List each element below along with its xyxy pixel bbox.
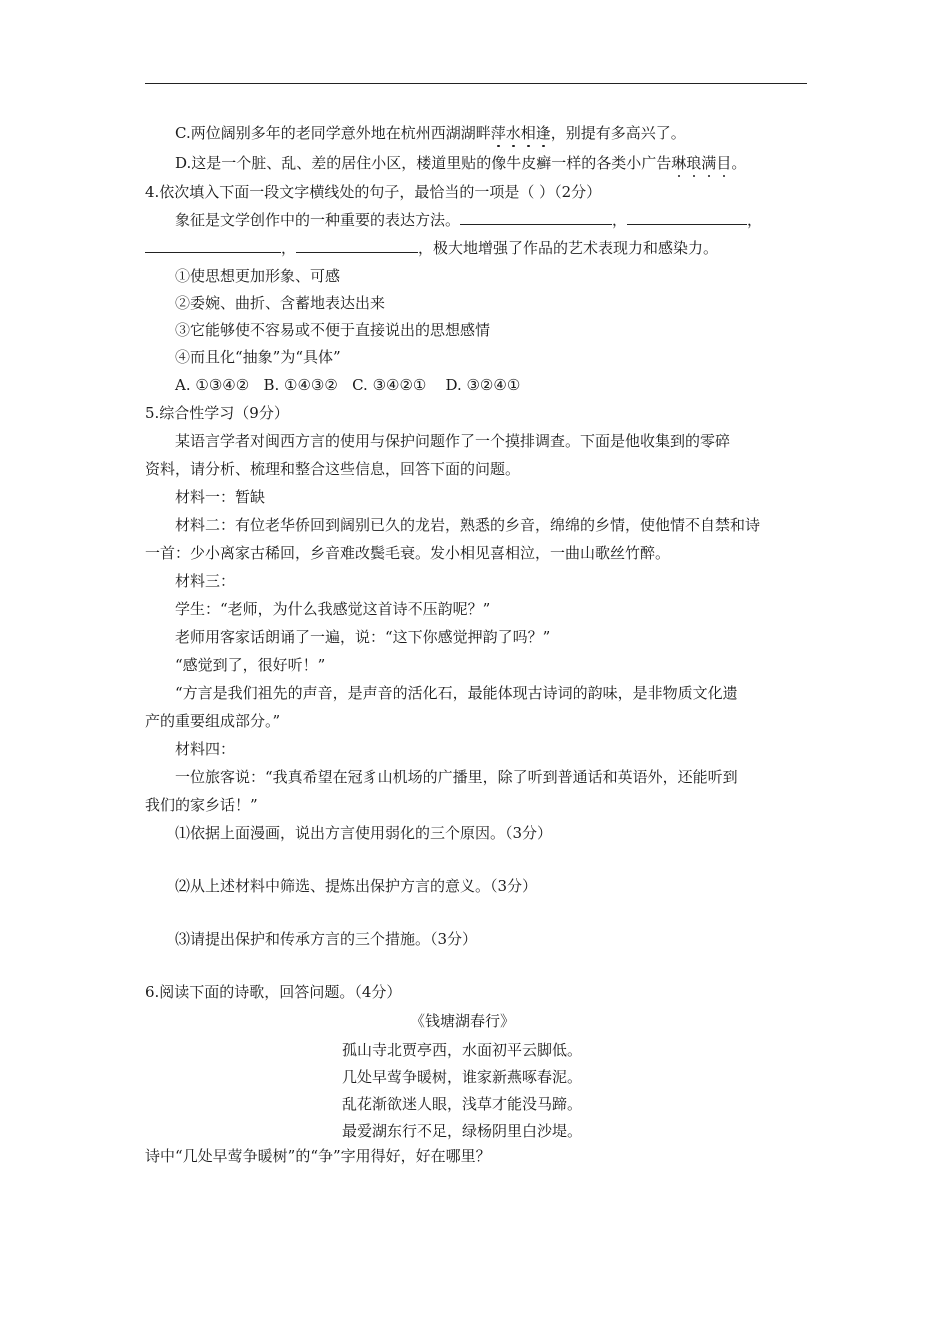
q3-option-c: C.两位阔别多年的老同学意外地在杭州西湖湖畔萍水相逢，别提有多高兴了。 [175, 124, 686, 142]
q5-material-3-line: 学生：“老师，为什么我感觉这首诗不压韵呢？” [175, 600, 491, 618]
q5-subquestion-1: ⑴依据上面漫画，说出方言使用弱化的三个原因。（3分） [175, 824, 553, 842]
q5-intro-line2: 资料，请分析、梳理和整合这些信息，回答下面的问题。 [145, 460, 521, 478]
header-rule [145, 83, 807, 84]
q5-subquestion-3: ⑶请提出保护和传承方言的三个措施。（3分） [175, 930, 478, 948]
q4-blank-3[interactable] [145, 238, 281, 253]
q5-subquestion-2: ⑵从上述材料中筛选、提炼出保护方言的意义。（3分） [175, 877, 538, 895]
q4-item: ②委婉、曲折、含蓄地表达出来 [175, 294, 386, 312]
poem-line: 孤山寺北贾亭西，水面初平云脚低。 [342, 1041, 583, 1059]
q5-material-2-line1: 材料二：有位老华侨回到阔别已久的龙岩，熟悉的乡音，绵绵的乡情，使他情不自禁和诗 [175, 516, 761, 534]
q3-option-d: D.这是一个脏、乱、差的居住小区，楼道里贴的像牛皮癣一样的各类小广告琳琅满目。 [175, 154, 747, 172]
q5-material-3-line: 老师用客家话朗诵了一遍，说：“这下你感觉押韵了吗？” [175, 628, 551, 646]
q4-blank-4[interactable] [296, 238, 418, 253]
q5-intro-line1: 某语言学者对闽西方言的使用与保护问题作了一个摸排调查。下面是他收集到的零碎 [175, 432, 731, 450]
q5-material-3-quote-line1: “方言是我们祖先的声音，是声音的活化石，最能体现古诗词的韵味，是非物质文化遗 [175, 684, 738, 702]
poem-line: 最爱湖东行不足，绿杨阴里白沙堤。 [342, 1122, 583, 1140]
q5-material-1: 材料一：暂缺 [175, 488, 266, 506]
q4-item: ④而且化“抽象”为“具体” [175, 348, 341, 366]
q5-material-2-line2: 一首：少小离家古稀回，乡音难改鬓毛衰。发小相见喜相泣，一曲山歌丝竹醉。 [145, 544, 671, 562]
q4-stem: 4.依次填入下面一段文字横线处的句子，最恰当的一项是（ ）（2分） [145, 183, 602, 201]
poem-line: 乱花渐欲迷人眼，浅草才能没马蹄。 [342, 1095, 583, 1113]
q5-material-3-label: 材料三： [175, 572, 236, 590]
q5-material-4-label: 材料四： [175, 740, 236, 758]
q4-blank-2[interactable] [627, 210, 747, 225]
q5-material-4-line2: 我们的家乡话！” [145, 796, 258, 814]
q5-material-3-line: “感觉到了，很好听！” [175, 656, 326, 674]
q4-item: ①使思想更加形象、可感 [175, 267, 341, 285]
q4-options: A. ①③④② B. ①④③② C. ③④②① D. ③②④① [175, 376, 521, 394]
q5-title: 5.综合性学习（9分） [145, 404, 289, 422]
q4-passage-line1: 象征是文学创作中的一种重要的表达方法。 ， ， [175, 211, 763, 229]
q5-material-3-quote-line2: 产的重要组成部分。” [145, 712, 281, 730]
poem-title: 《钱塘湖春行》 [410, 1012, 516, 1030]
q4-blank-1[interactable] [460, 210, 612, 225]
poem-line: 几处早莺争暖树，谁家新燕啄春泥。 [342, 1068, 583, 1086]
q5-material-4-line1: 一位旅客说：“我真希望在冠豸山机场的广播里，除了听到普通话和英语外，还能听到 [175, 768, 738, 786]
q4-passage-line2: ， ，极大地增强了作品的艺术表现力和感染力。 [145, 238, 718, 258]
q6-title: 6.阅读下面的诗歌，回答问题。（4分） [145, 983, 402, 1001]
q4-item: ③它能够使不容易或不便于直接说出的思想感情 [175, 321, 491, 339]
q6-question: 诗中“几处早莺争暖树”的“争”字用得好，好在哪里？ [145, 1147, 491, 1165]
